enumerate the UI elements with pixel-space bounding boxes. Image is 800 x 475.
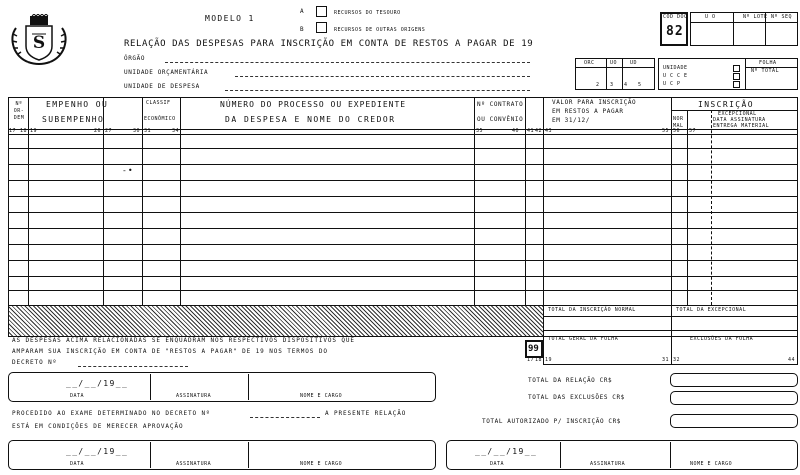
position-number: 17 — [9, 128, 17, 134]
cod-doc-label: COD DOC — [663, 14, 688, 20]
cell-number: 3 — [610, 82, 614, 88]
col-excepcional: EXCEPCIONAL — [718, 111, 757, 117]
position-number: 18 — [20, 128, 28, 134]
n-lote-label: Nº LOTE — [743, 14, 768, 20]
position-number: 55 — [662, 128, 670, 134]
total-exclusoes-field[interactable] — [670, 391, 798, 405]
signature-2-date[interactable]: __/__/19__ — [66, 447, 129, 456]
unidade-orcamentaria-label: UNIDADE ORÇAMENTÁRIA — [124, 69, 209, 76]
col-valor-2: EM RESTOS A PAGAR — [552, 108, 624, 115]
col-classif: CLASSIF — [146, 100, 171, 106]
col-inscricao: INSCRIÇÃO — [698, 100, 754, 109]
signature-3-nome-cargo-label: NOME E CARGO — [690, 461, 733, 467]
declaration-line-1: AS DESPESAS ACIMA RELACIONADAS SE ENQUADRAM NOS RESPECTIVOS DISPOSITIVOS QUE — [12, 337, 355, 344]
uo2-label: UO — [610, 60, 618, 66]
unidade-checkbox[interactable] — [733, 65, 740, 72]
procedimento-decreto-field[interactable] — [250, 417, 320, 418]
position-number: 17 — [527, 357, 535, 363]
declaration-line-3: DECRETO Nº — [12, 359, 58, 366]
modelo-label: MODELO 1 — [205, 14, 255, 23]
col-empenho: EMPENHO OU — [46, 100, 109, 109]
col-economico: ECONÔMICO — [144, 116, 176, 122]
position-number: 31 — [662, 357, 670, 363]
position-number: 18 — [535, 357, 543, 363]
svg-text:S: S — [32, 33, 46, 53]
table-row[interactable] — [8, 196, 798, 197]
unidade-despesa-label: UNIDADE DE DESPESA — [124, 83, 200, 90]
total-relacao-field[interactable] — [670, 373, 798, 387]
option-a-text: RECURSOS DO TESOURO — [334, 10, 401, 16]
position-number: 56 — [673, 128, 681, 134]
declaration-line-2: AMPARAM SUA INSCRIÇÃO EM CONTA DE "RESTOS A PAGAR" DE 19 NOS TERMOS DO — [12, 348, 328, 355]
position-number: 26 — [94, 128, 102, 134]
col-entrega-material: ENTREGA MATERIAL — [713, 123, 770, 129]
signature-3-date[interactable]: __/__/19__ — [475, 447, 538, 456]
position-number: 41 — [527, 128, 535, 134]
signature-3-data-label: DATA — [490, 461, 505, 467]
total-autorizado-label: TOTAL AUTORIZADO P/ INSCRIÇÃO CR$ — [482, 418, 622, 425]
uo-label: U O — [705, 14, 716, 20]
table-row[interactable] — [8, 290, 798, 291]
table-row[interactable] — [8, 276, 798, 277]
nr-total-label: Nº TOTAL — [751, 68, 780, 74]
option-a-checkbox[interactable] — [316, 6, 327, 17]
signature-1-nome-cargo-label: NOME E CARGO — [300, 393, 343, 399]
col-data-assinatura: DATA ASSINATURA — [713, 117, 766, 123]
unidade-despesa-field[interactable] — [225, 90, 530, 91]
col-valor-3: EM 31/12/ — [552, 117, 590, 124]
procedimento-line-2: ESTÁ EM CONDIÇÕES DE MERECER APROVAÇÃO — [12, 423, 184, 430]
cod-doc-box — [660, 12, 688, 46]
signature-2-nome-cargo-label: NOME E CARGO — [300, 461, 343, 467]
option-a-letter: A — [300, 8, 305, 15]
table-row[interactable] — [8, 212, 798, 213]
position-number: 42 — [535, 128, 543, 134]
option-b-checkbox[interactable] — [316, 22, 327, 33]
col-contrato-2: OU CONVÊNIO — [477, 116, 524, 123]
col-processo-1: NÚMERO DO PROCESSO OU EXPEDIENTE — [220, 100, 407, 109]
signature-1-assinatura-label: ASSINATURA — [176, 393, 212, 399]
col-mal: MAL — [673, 123, 684, 129]
decreto-field[interactable] — [78, 366, 188, 367]
signature-1-date[interactable]: __/__/19__ — [66, 379, 129, 388]
exclusoes-folha-label: EXCLUSÕES DA FOLHA — [690, 336, 754, 342]
position-number: 57 — [689, 128, 697, 134]
cell-number: 4 — [624, 82, 628, 88]
total-relacao-label: TOTAL DA RELAÇÃO CR$ — [528, 377, 613, 384]
col-contrato-1: Nº CONTRATO — [477, 101, 524, 108]
ucce-checkbox[interactable] — [733, 73, 740, 80]
ud-label: UD — [630, 60, 638, 66]
state-coat-of-arms-logo — [8, 14, 70, 66]
folha-label: FOLHA — [759, 60, 777, 66]
position-number: 35 — [476, 128, 484, 134]
ucp-label: U C P — [663, 81, 681, 87]
cell-number: 2 — [596, 82, 600, 88]
orc-box — [575, 58, 655, 90]
signature-2-assinatura-label: ASSINATURA — [176, 461, 212, 467]
position-number: 32 — [673, 357, 681, 363]
form-title: RELAÇÃO DAS DESPESAS PARA INSCRIÇÃO EM CONTA DE RESTOS A PAGAR DE 19 — [124, 39, 534, 49]
position-number: 19 — [30, 128, 38, 134]
option-b-text: RECURSOS DE OUTRAS ORIGENS — [334, 27, 426, 33]
orc-label: ORC — [584, 60, 595, 66]
option-b-letter: B — [300, 26, 305, 33]
position-number: 44 — [788, 357, 796, 363]
lote-box — [690, 12, 798, 46]
total-exclusoes-label: TOTAL DAS EXCLUSÕES CR$ — [528, 394, 625, 401]
col-valor-1: VALOR PARA INSCRIÇÃO — [552, 99, 637, 106]
orgao-label: ÓRGÃO — [124, 55, 146, 62]
total-excepcional-label: TOTAL DA EXCEPCIONAL — [676, 307, 747, 313]
col-n-ordem: Nº OR-DEM — [13, 101, 25, 121]
position-number: 43 — [545, 128, 553, 134]
table-row[interactable] — [8, 228, 798, 229]
procedimento-line-1: PROCEDIDO AO EXAME DETERMINADO NO DECRETO Nº — [12, 410, 211, 417]
pen-mark: -• — [122, 166, 134, 175]
position-number: 19 — [545, 357, 553, 363]
signature-1-data-label: DATA — [70, 393, 85, 399]
ucce-label: U C C E — [663, 73, 688, 79]
position-number: 40 — [512, 128, 520, 134]
n-seq-label: Nº SEQ — [771, 14, 793, 20]
box-99-value: 99 — [528, 344, 539, 354]
signature-2-data-label: DATA — [70, 461, 85, 467]
cell-number: 5 — [638, 82, 642, 88]
col-subempenho: SUBEMPENHO — [42, 115, 105, 124]
total-inscricao-normal-label: TOTAL DA INSCRIÇÃO NORMAL — [548, 307, 636, 313]
table-row[interactable] — [8, 260, 798, 261]
unidade-box — [658, 58, 798, 90]
box-99 — [525, 340, 543, 358]
position-number: 31 — [144, 128, 152, 134]
cod-doc-value: 82 — [666, 24, 684, 39]
ucp-checkbox[interactable] — [733, 81, 740, 88]
table-row[interactable] — [8, 180, 798, 181]
position-number: 30 — [133, 128, 141, 134]
table-row[interactable] — [8, 244, 798, 245]
position-number: 34 — [172, 128, 180, 134]
unidade-label: UNIDADE — [663, 65, 688, 71]
col-processo-2: DA DESPESA E NOME DO CREDOR — [225, 115, 396, 124]
table-row[interactable] — [8, 148, 798, 149]
procedimento-line-1b: A PRESENTE RELAÇÃO — [325, 410, 407, 417]
orgao-field[interactable] — [165, 62, 530, 63]
total-autorizado-field[interactable] — [670, 414, 798, 428]
col-nor: NOR — [673, 116, 684, 122]
total-geral-folha-label: TOTAL GERAL DA FOLHA — [548, 336, 619, 342]
unidade-orcamentaria-field[interactable] — [235, 76, 530, 77]
position-number: 27 — [105, 128, 113, 134]
hatched-area — [8, 305, 544, 337]
signature-3-assinatura-label: ASSINATURA — [590, 461, 626, 467]
table-row[interactable] — [8, 164, 798, 165]
